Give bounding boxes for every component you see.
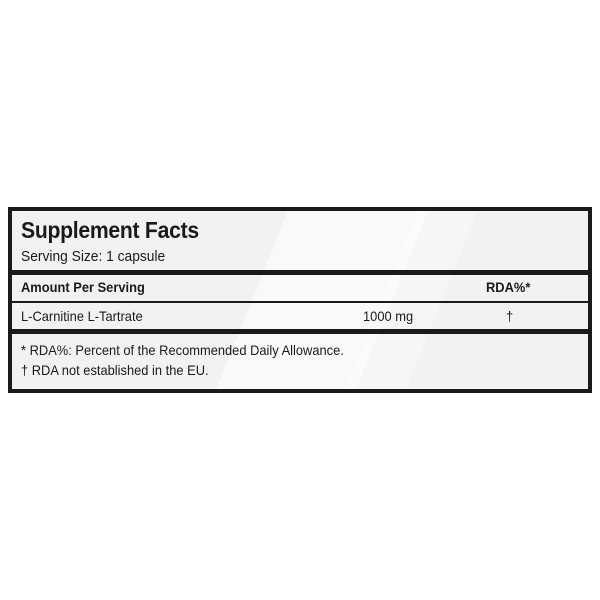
footnote-divider	[12, 329, 588, 334]
header-divider	[12, 270, 588, 275]
footnote-rda: * RDA%: Percent of the Recommended Daily Allowance.	[21, 342, 344, 358]
column-header-amount: Amount Per Serving	[21, 279, 145, 295]
column-header-divider	[12, 301, 588, 303]
ingredient-amount: 1000 mg	[363, 308, 414, 324]
supplement-facts-panel	[8, 207, 592, 393]
ingredient-rda: †	[506, 308, 514, 324]
ingredient-name: L-Carnitine L-Tartrate	[21, 308, 143, 324]
serving-size: Serving Size: 1 capsule	[21, 248, 166, 265]
label-title: Supplement Facts	[21, 217, 199, 243]
label-header	[12, 211, 588, 270]
footnote-dagger: † RDA not established in the EU.	[21, 362, 209, 378]
column-header-rda: RDA%*	[486, 279, 531, 295]
